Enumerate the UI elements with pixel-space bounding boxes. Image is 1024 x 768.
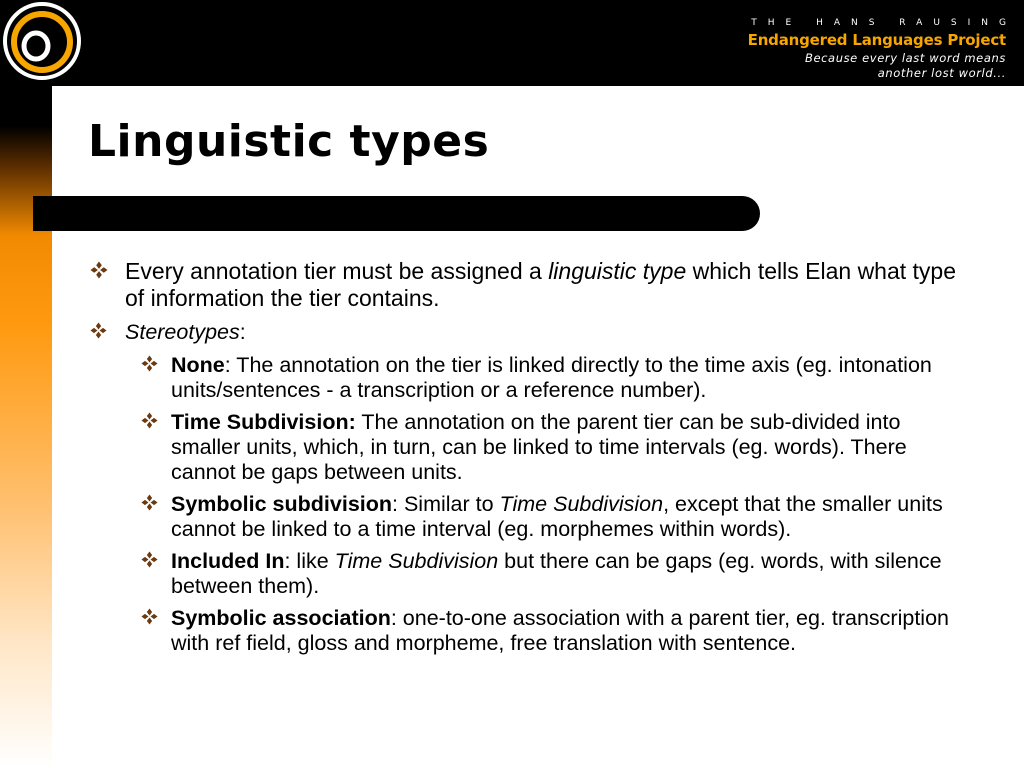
title-divider-bar (33, 196, 760, 231)
sub-bullet-term: None (171, 353, 225, 377)
sub-bullet-text: , except that the smaller units cannot be linked to a time interval (eg. morphemes within words). (171, 492, 943, 541)
sub-bullet-text: : The annotation on the tier is linked directly to the time axis (eg. intonation units/sentences - a transcription or a reference number). (171, 353, 932, 402)
org-top-line: THE HANS RAUSING (751, 18, 1017, 28)
slide-content (0, 258, 1024, 663)
sub-bullet-text: The annotation on the parent tier can be sub-divided into smaller units, which, in turn, can be linked to time intervals (eg. words). There cannot be gaps between units. (171, 410, 907, 484)
bullet-icon (90, 261, 108, 279)
sub-bullet-italic: Time Subdivision (334, 549, 499, 573)
bullet-text: which tells Elan what type of information the tier contains. (125, 258, 957, 311)
sub-bullet-term: Included In (171, 549, 285, 573)
sub-bullet-term: Time Subdivision: (171, 410, 356, 434)
tagline-line-1: Because every last word means (804, 51, 1006, 65)
bullet-icon (141, 494, 158, 511)
logo-icon (2, 1, 82, 81)
sub-bullet-term: Symbolic association (171, 606, 391, 630)
bullet-item (0, 320, 1024, 345)
sub-bullet-term: Symbolic subdivision (171, 492, 393, 516)
sub-bullet-item (0, 353, 1024, 403)
sub-bullet-text: but there can be gaps (eg. words, with silence between them). (171, 549, 942, 598)
sub-bullet-text: : like (284, 549, 335, 573)
sub-bullet-item (0, 549, 1024, 599)
tagline-line-2: another lost world... (877, 66, 1006, 80)
org-tagline (748, 51, 1006, 81)
sub-bullet-italic: Time Subdivision (499, 492, 664, 516)
bullet-icon (90, 322, 107, 339)
sub-bullet-item (0, 606, 1024, 656)
sub-bullet-text: : one-to-one association with a parent tier, eg. transcription with ref field, gloss and morpheme, free translation with sentence. (171, 606, 949, 655)
bullet-item (0, 258, 1024, 312)
bullet-term: linguistic type (548, 258, 687, 284)
sub-bullet-text: : Similar to (392, 492, 500, 516)
bullet-term: Stereotypes (125, 320, 240, 344)
bullet-text: Every annotation tier must be assigned a (125, 258, 549, 284)
org-name: Endangered Languages Project (747, 31, 1006, 49)
sub-bullet-item (0, 410, 1024, 485)
bullet-icon (141, 608, 158, 625)
org-branding (747, 18, 1017, 81)
bullet-icon (141, 551, 158, 568)
bullet-text: : (239, 320, 246, 344)
sub-bullet-item (0, 492, 1024, 542)
bullet-icon (141, 412, 158, 429)
bullet-icon (141, 355, 158, 372)
slide-title: Linguistic types (88, 116, 490, 167)
